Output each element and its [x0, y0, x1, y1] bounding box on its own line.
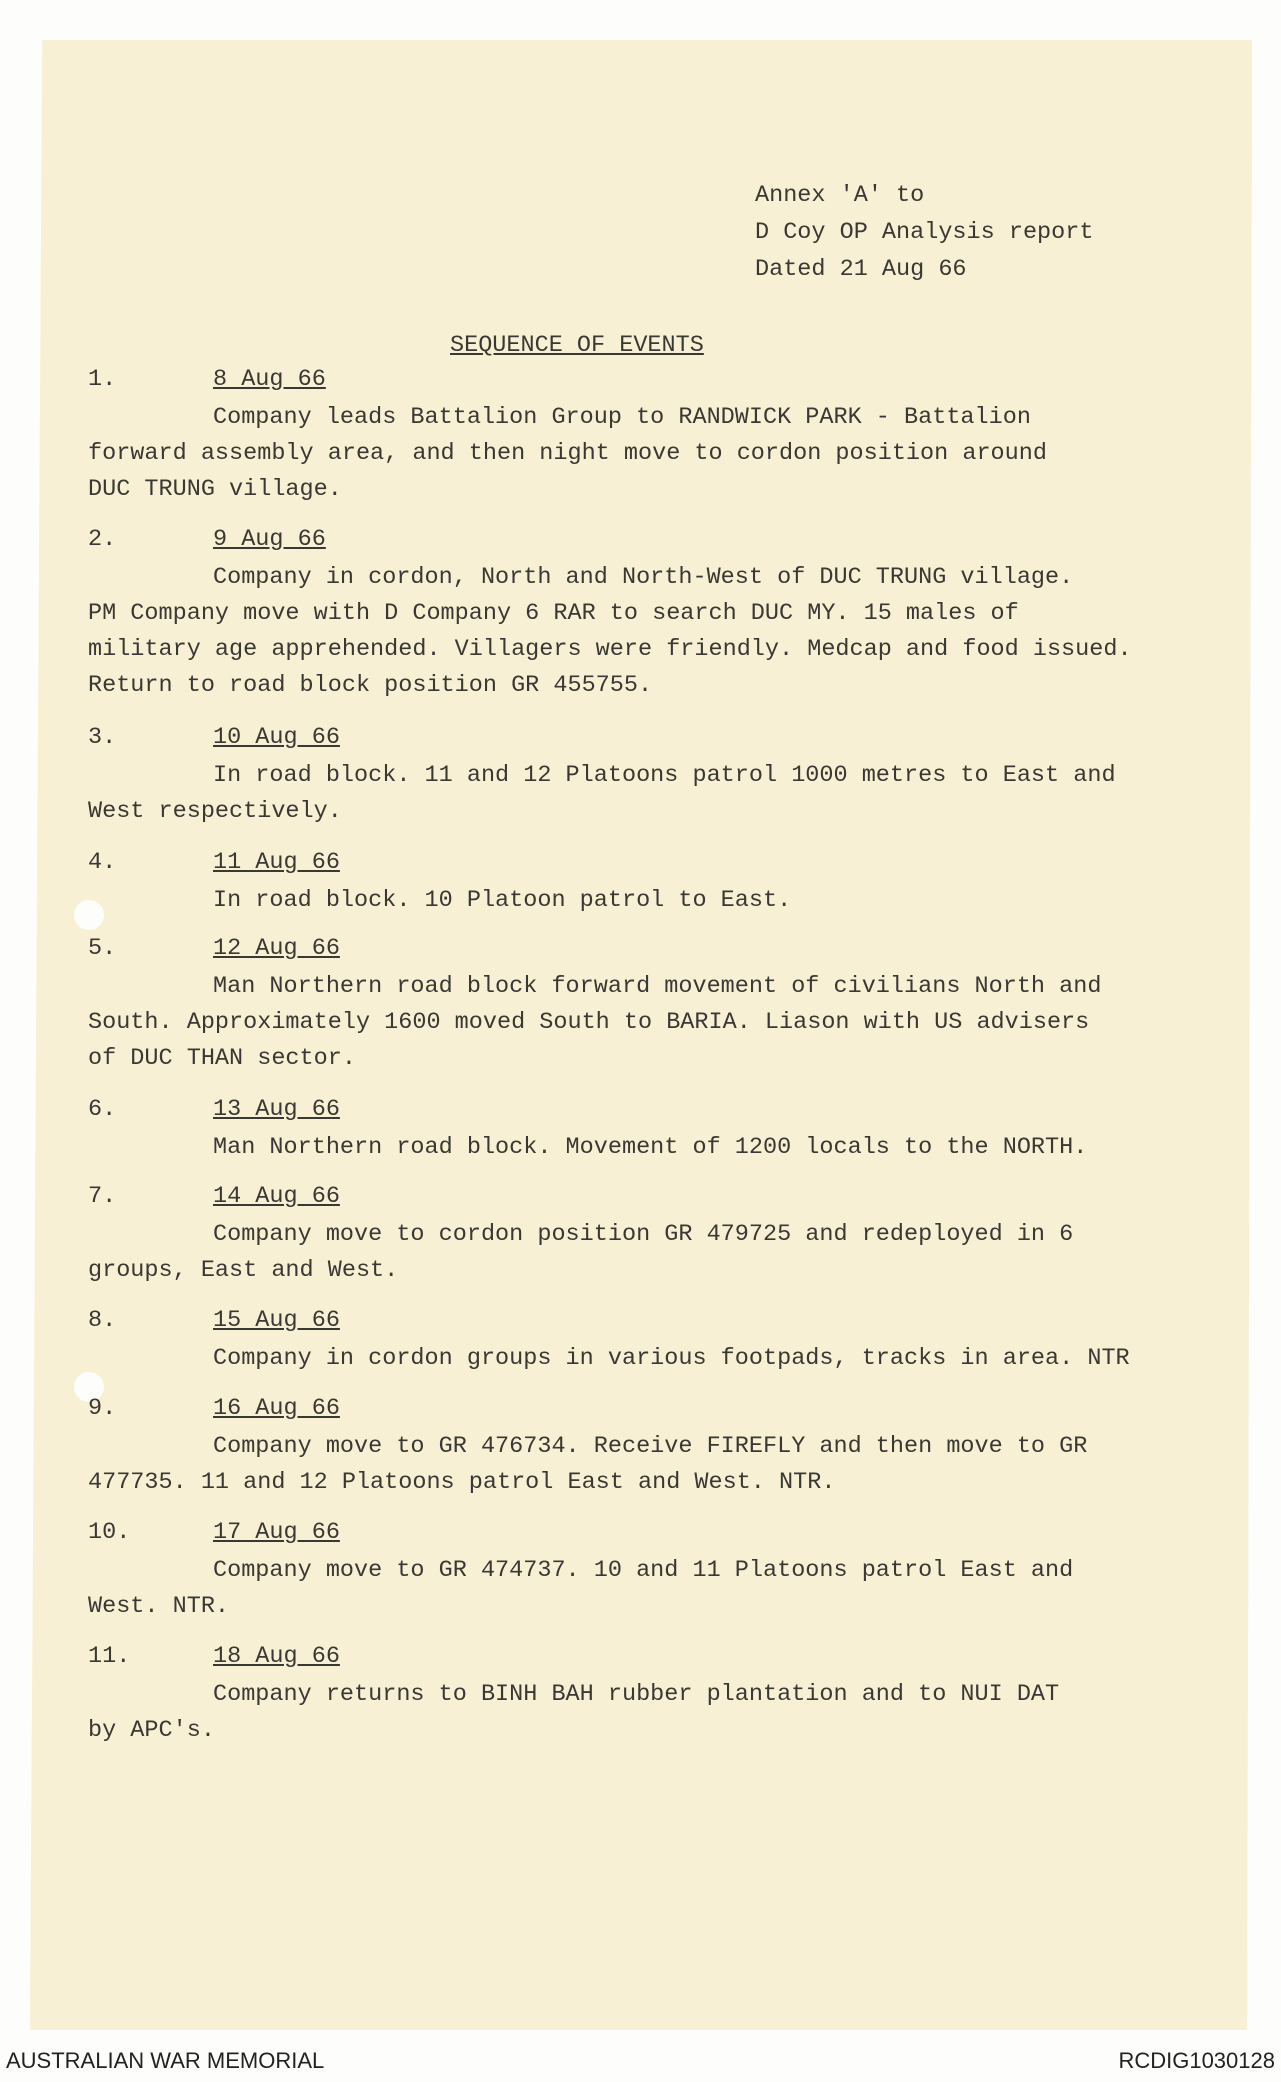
event-text-line: Company leads Battalion Group to RANDWICK PARK - Battalion [213, 404, 1031, 431]
event-number: 10. [88, 1519, 131, 1546]
event-description [88, 969, 1101, 1077]
event-date: 11 Aug 66 [213, 849, 340, 876]
event-text-line: Return to road block position GR 455755. [88, 672, 653, 699]
event-description [88, 1130, 1087, 1166]
event-description [88, 1341, 1130, 1377]
event-description [88, 1553, 1073, 1625]
event-number: 5. [88, 935, 117, 962]
event-description [88, 400, 1047, 508]
event-text-line: Company move to GR 474737. 10 and 11 Platoons patrol East and [213, 1557, 1074, 1584]
dated-line: Dated 21 Aug 66 [755, 256, 967, 283]
event-text-line: Company move to GR 476734. Receive FIREFLY and then move to GR [213, 1433, 1088, 1460]
document-title: SEQUENCE OF EVENTS [450, 332, 704, 359]
event-text-line: by APC's. [88, 1717, 215, 1744]
event-date: 8 Aug 66 [213, 366, 326, 393]
event-text-line: West. NTR. [88, 1593, 230, 1620]
event-description [88, 1677, 1059, 1749]
event-text-line: forward assembly area, and then night move to cordon position around [88, 440, 1047, 467]
event-date: 12 Aug 66 [213, 935, 340, 962]
event-text-line: military age apprehended. Villagers were friendly. Medcap and food issued. [88, 636, 1132, 663]
footer-id: RCDIG1030128 [1118, 2048, 1275, 2073]
event-number: 9. [88, 1395, 117, 1422]
event-number: 4. [88, 849, 117, 876]
event-date: 10 Aug 66 [213, 724, 340, 751]
event-description [88, 560, 1132, 704]
annex-line: Annex 'A' to [755, 182, 925, 209]
event-text-line: In road block. 11 and 12 Platoons patrol 1000 metres to East and [213, 762, 1116, 789]
event-description [88, 883, 791, 919]
event-text-line: of DUC THAN sector. [88, 1045, 356, 1072]
event-description [88, 1217, 1073, 1289]
event-number: 7. [88, 1183, 117, 1210]
event-date: 13 Aug 66 [213, 1096, 340, 1123]
event-text-line: groups, East and West. [88, 1257, 399, 1284]
event-text-line: Man Northern road block forward movement of civilians North and [213, 973, 1102, 1000]
event-date: 17 Aug 66 [213, 1519, 340, 1546]
event-text-line: Company in cordon, North and North-West of DUC TRUNG village. [213, 564, 1074, 591]
event-date: 18 Aug 66 [213, 1643, 340, 1670]
event-text-line: DUC TRUNG village. [88, 476, 342, 503]
event-text-line: In road block. 10 Platoon patrol to East. [213, 887, 792, 914]
event-text-line: PM Company move with D Company 6 RAR to search DUC MY. 15 males of [88, 600, 1019, 627]
event-text-line: Man Northern road block. Movement of 1200 locals to the NORTH. [213, 1134, 1088, 1161]
event-date: 16 Aug 66 [213, 1395, 340, 1422]
event-text-line: 477735. 11 and 12 Platoons patrol East and West. NTR. [88, 1469, 836, 1496]
event-description [88, 758, 1116, 830]
event-number: 3. [88, 724, 117, 751]
footer-source: AUSTRALIAN WAR MEMORIAL [6, 2048, 325, 2073]
event-text-line: Company move to cordon position GR 479725 and redeployed in 6 [213, 1221, 1074, 1248]
event-number: 11. [88, 1643, 131, 1670]
event-number: 1. [88, 366, 117, 393]
report-line: D Coy OP Analysis report [755, 219, 1094, 246]
event-text-line: South. Approximately 1600 moved South to BARIA. Liason with US advisers [88, 1009, 1090, 1036]
event-description [88, 1429, 1087, 1501]
event-date: 9 Aug 66 [213, 526, 326, 553]
event-number: 2. [88, 526, 117, 553]
event-text-line: Company in cordon groups in various footpads, tracks in area. NTR [213, 1345, 1130, 1372]
event-date: 14 Aug 66 [213, 1183, 340, 1210]
event-number: 8. [88, 1307, 117, 1334]
event-date: 15 Aug 66 [213, 1307, 340, 1334]
event-text-line: West respectively. [88, 798, 342, 825]
event-number: 6. [88, 1096, 117, 1123]
event-text-line: Company returns to BINH BAH rubber plantation and to NUI DAT [213, 1681, 1060, 1708]
